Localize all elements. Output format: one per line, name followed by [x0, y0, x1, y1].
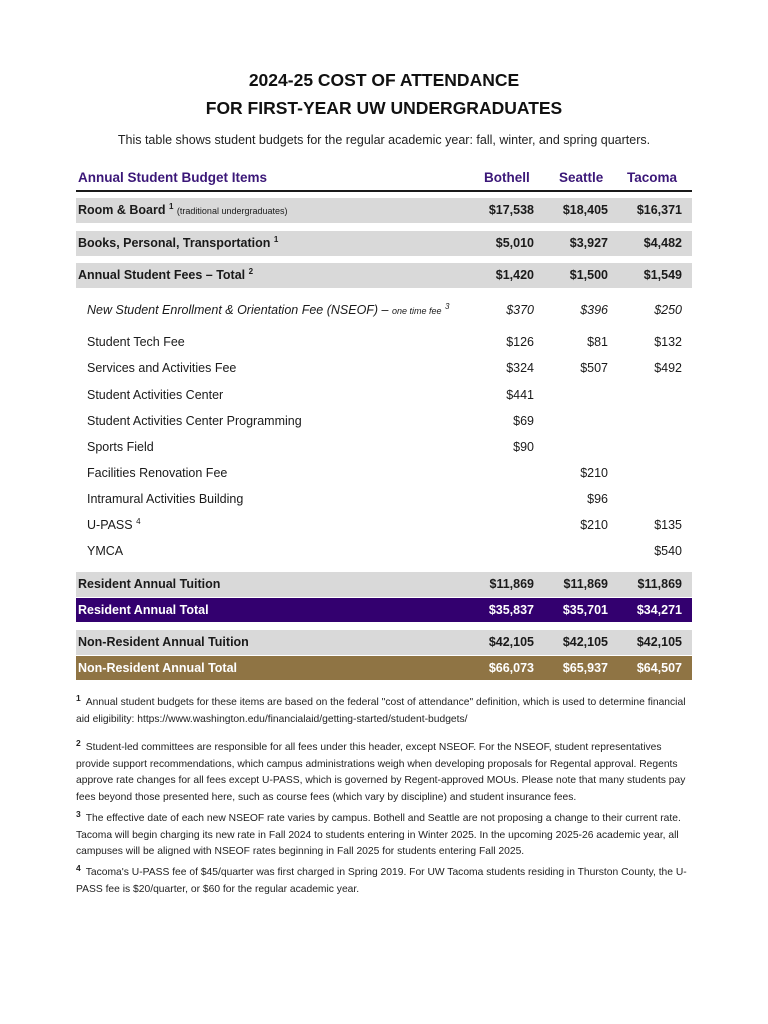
value-seattle: $18,405 — [562, 203, 608, 217]
page-subtitle: This table shows student budgets for the regular academic year: fall, winter, and spring quarters. — [117, 133, 651, 147]
value-seattle: $96 — [587, 492, 608, 506]
value-tacoma: $11,869 — [637, 577, 682, 591]
value-bothell: $126 — [506, 335, 534, 349]
footnote-text: Tacoma's U-PASS fee of $45/quarter was first charged in Spring 2019. For UW Tacoma students residing in Thurston County, the U-PASS fee is $20/quarter, or $60 for the regular academic year. — [76, 867, 687, 895]
row-label: Books, Personal, Transportation — [78, 236, 271, 250]
value-tacoma: $135 — [654, 518, 682, 532]
table-header — [76, 168, 692, 192]
value-bothell: $35,837 — [488, 603, 534, 617]
row-label: Student Tech Fee — [87, 335, 185, 349]
value-seattle: $35,701 — [562, 603, 608, 617]
row-label: YMCA — [87, 544, 124, 558]
row-fees-total — [76, 263, 692, 288]
row-sports-field — [76, 436, 692, 458]
footnote-text: Student-led committees are responsible for all fees under this header, except NSEOF. For the NSEOF, student representatives provide support recommendations, which campus administrations weigh when developing proposals for Regental approval. Regents approve rate changes for all fees except U-PASS, which is governed by Regent-approved MOUs. Please note that many students pay fees beyond those presented here, such as course fees (which vary by discipline) and student insurance fees. — [76, 742, 686, 803]
value-tacoma: $4,482 — [643, 236, 682, 250]
header-tacoma: Tacoma — [627, 170, 678, 185]
row-label: Student Activities Center Programming — [87, 414, 302, 428]
row-label: Annual Student Fees – Total — [78, 268, 246, 282]
footnote-ref: 3 — [445, 301, 450, 311]
row-books-personal-transportation — [76, 231, 692, 256]
row-student-activities-center — [76, 384, 692, 406]
value-bothell: $66,073 — [488, 661, 534, 675]
value-tacoma: $64,507 — [636, 661, 682, 675]
row-label: Resident Annual Total — [78, 603, 209, 617]
header-label: Annual Student Budget Items — [78, 170, 267, 185]
footnote-1 — [76, 692, 692, 728]
value-seattle: $1,500 — [569, 268, 608, 282]
footnote-number: 4 — [76, 862, 81, 873]
value-bothell: $441 — [506, 388, 534, 402]
value-seattle: $11,869 — [563, 577, 608, 591]
value-bothell: $370 — [506, 303, 534, 317]
row-label: Intramural Activities Building — [87, 492, 244, 506]
value-bothell: $42,105 — [488, 635, 534, 649]
value-seattle: $210 — [580, 466, 608, 480]
row-label: Facilities Renovation Fee — [87, 466, 228, 480]
value-tacoma: $16,371 — [636, 203, 682, 217]
value-tacoma: $540 — [654, 544, 682, 558]
value-bothell: $324 — [506, 361, 534, 375]
value-seattle: $3,927 — [569, 236, 608, 250]
value-tacoma: $42,105 — [636, 635, 682, 649]
row-label: New Student Enrollment & Orientation Fee (NSEOF) – — [87, 303, 389, 317]
row-resident-total — [76, 598, 692, 622]
row-facilities-renovation-fee — [76, 462, 692, 484]
row-upass — [76, 514, 692, 536]
row-note: (traditional undergraduates) — [176, 206, 288, 216]
value-tacoma: $1,549 — [643, 268, 682, 282]
row-label: U-PASS — [87, 518, 133, 532]
value-tacoma: $132 — [654, 335, 682, 349]
row-student-tech-fee — [76, 331, 692, 353]
row-label: Room & Board — [78, 203, 166, 217]
value-tacoma: $492 — [654, 361, 682, 375]
row-services-activities-fee — [76, 357, 692, 379]
row-resident-tuition — [76, 572, 692, 597]
footnote-text: Annual student budgets for these items are based on the federal "cost of attendance" definition, which is used to determine financial aid eligibility: https://www.washington.edu/financialaid/getting-started/student-budgets/ — [76, 697, 686, 725]
footnote-4 — [76, 862, 692, 898]
footnote-number: 3 — [76, 808, 81, 819]
row-note: one time fee — [392, 306, 442, 316]
footnote-ref: 1 — [168, 201, 174, 211]
footnote-number: 2 — [76, 737, 81, 748]
row-label: Non-Resident Annual Total — [78, 661, 238, 675]
header-bothell: Bothell — [484, 170, 530, 185]
footnote-text: The effective date of each new NSEOF rate varies by campus. Bothell and Seattle are not proposing a change to their current rate. Tacoma will begin charging its new rate in Fall 2024 to students entering in Winter 2025. In the upcoming 2025-26 academic year, all campuses will be aligned with NSEOF rates beginning in Fall 2025 for students entering Fall 2025. — [76, 813, 681, 857]
row-label: Services and Activities Fee — [87, 361, 237, 375]
header-seattle: Seattle — [559, 170, 604, 185]
row-nonresident-total — [76, 656, 692, 680]
page-title-line1: 2024-25 COST OF ATTENDANCE — [248, 70, 520, 90]
row-label: Sports Field — [87, 440, 154, 454]
row-label: Resident Annual Tuition — [78, 577, 221, 591]
footnote-ref: 1 — [273, 234, 279, 244]
value-seattle: $42,105 — [562, 635, 608, 649]
value-seattle: $507 — [580, 361, 608, 375]
value-bothell: $17,538 — [488, 203, 534, 217]
row-ymca — [76, 540, 692, 562]
value-bothell: $11,869 — [489, 577, 534, 591]
footnote-ref: 2 — [248, 266, 254, 276]
row-label: Student Activities Center — [87, 388, 224, 402]
row-nseof — [76, 299, 692, 321]
row-room-board — [76, 198, 692, 223]
value-seattle: $210 — [580, 518, 608, 532]
value-bothell: $69 — [513, 414, 534, 428]
footnote-number: 1 — [76, 692, 81, 703]
value-bothell: $1,420 — [495, 268, 534, 282]
value-bothell: $5,010 — [495, 236, 534, 250]
footnote-2 — [76, 737, 692, 806]
value-seattle: $65,937 — [562, 661, 608, 675]
page-title-line2: FOR FIRST-YEAR UW UNDERGRADUATES — [205, 98, 563, 118]
footnote-3 — [76, 808, 692, 861]
row-nonresident-tuition — [76, 630, 692, 655]
row-label: Non-Resident Annual Tuition — [78, 635, 249, 649]
value-tacoma: $250 — [654, 303, 682, 317]
row-intramural-activities-building — [76, 488, 692, 510]
value-tacoma: $34,271 — [636, 603, 682, 617]
value-seattle: $396 — [580, 303, 608, 317]
row-activities-center-programming — [76, 410, 692, 432]
value-seattle: $81 — [587, 335, 608, 349]
footnote-ref: 4 — [136, 516, 141, 526]
value-bothell: $90 — [513, 440, 534, 454]
